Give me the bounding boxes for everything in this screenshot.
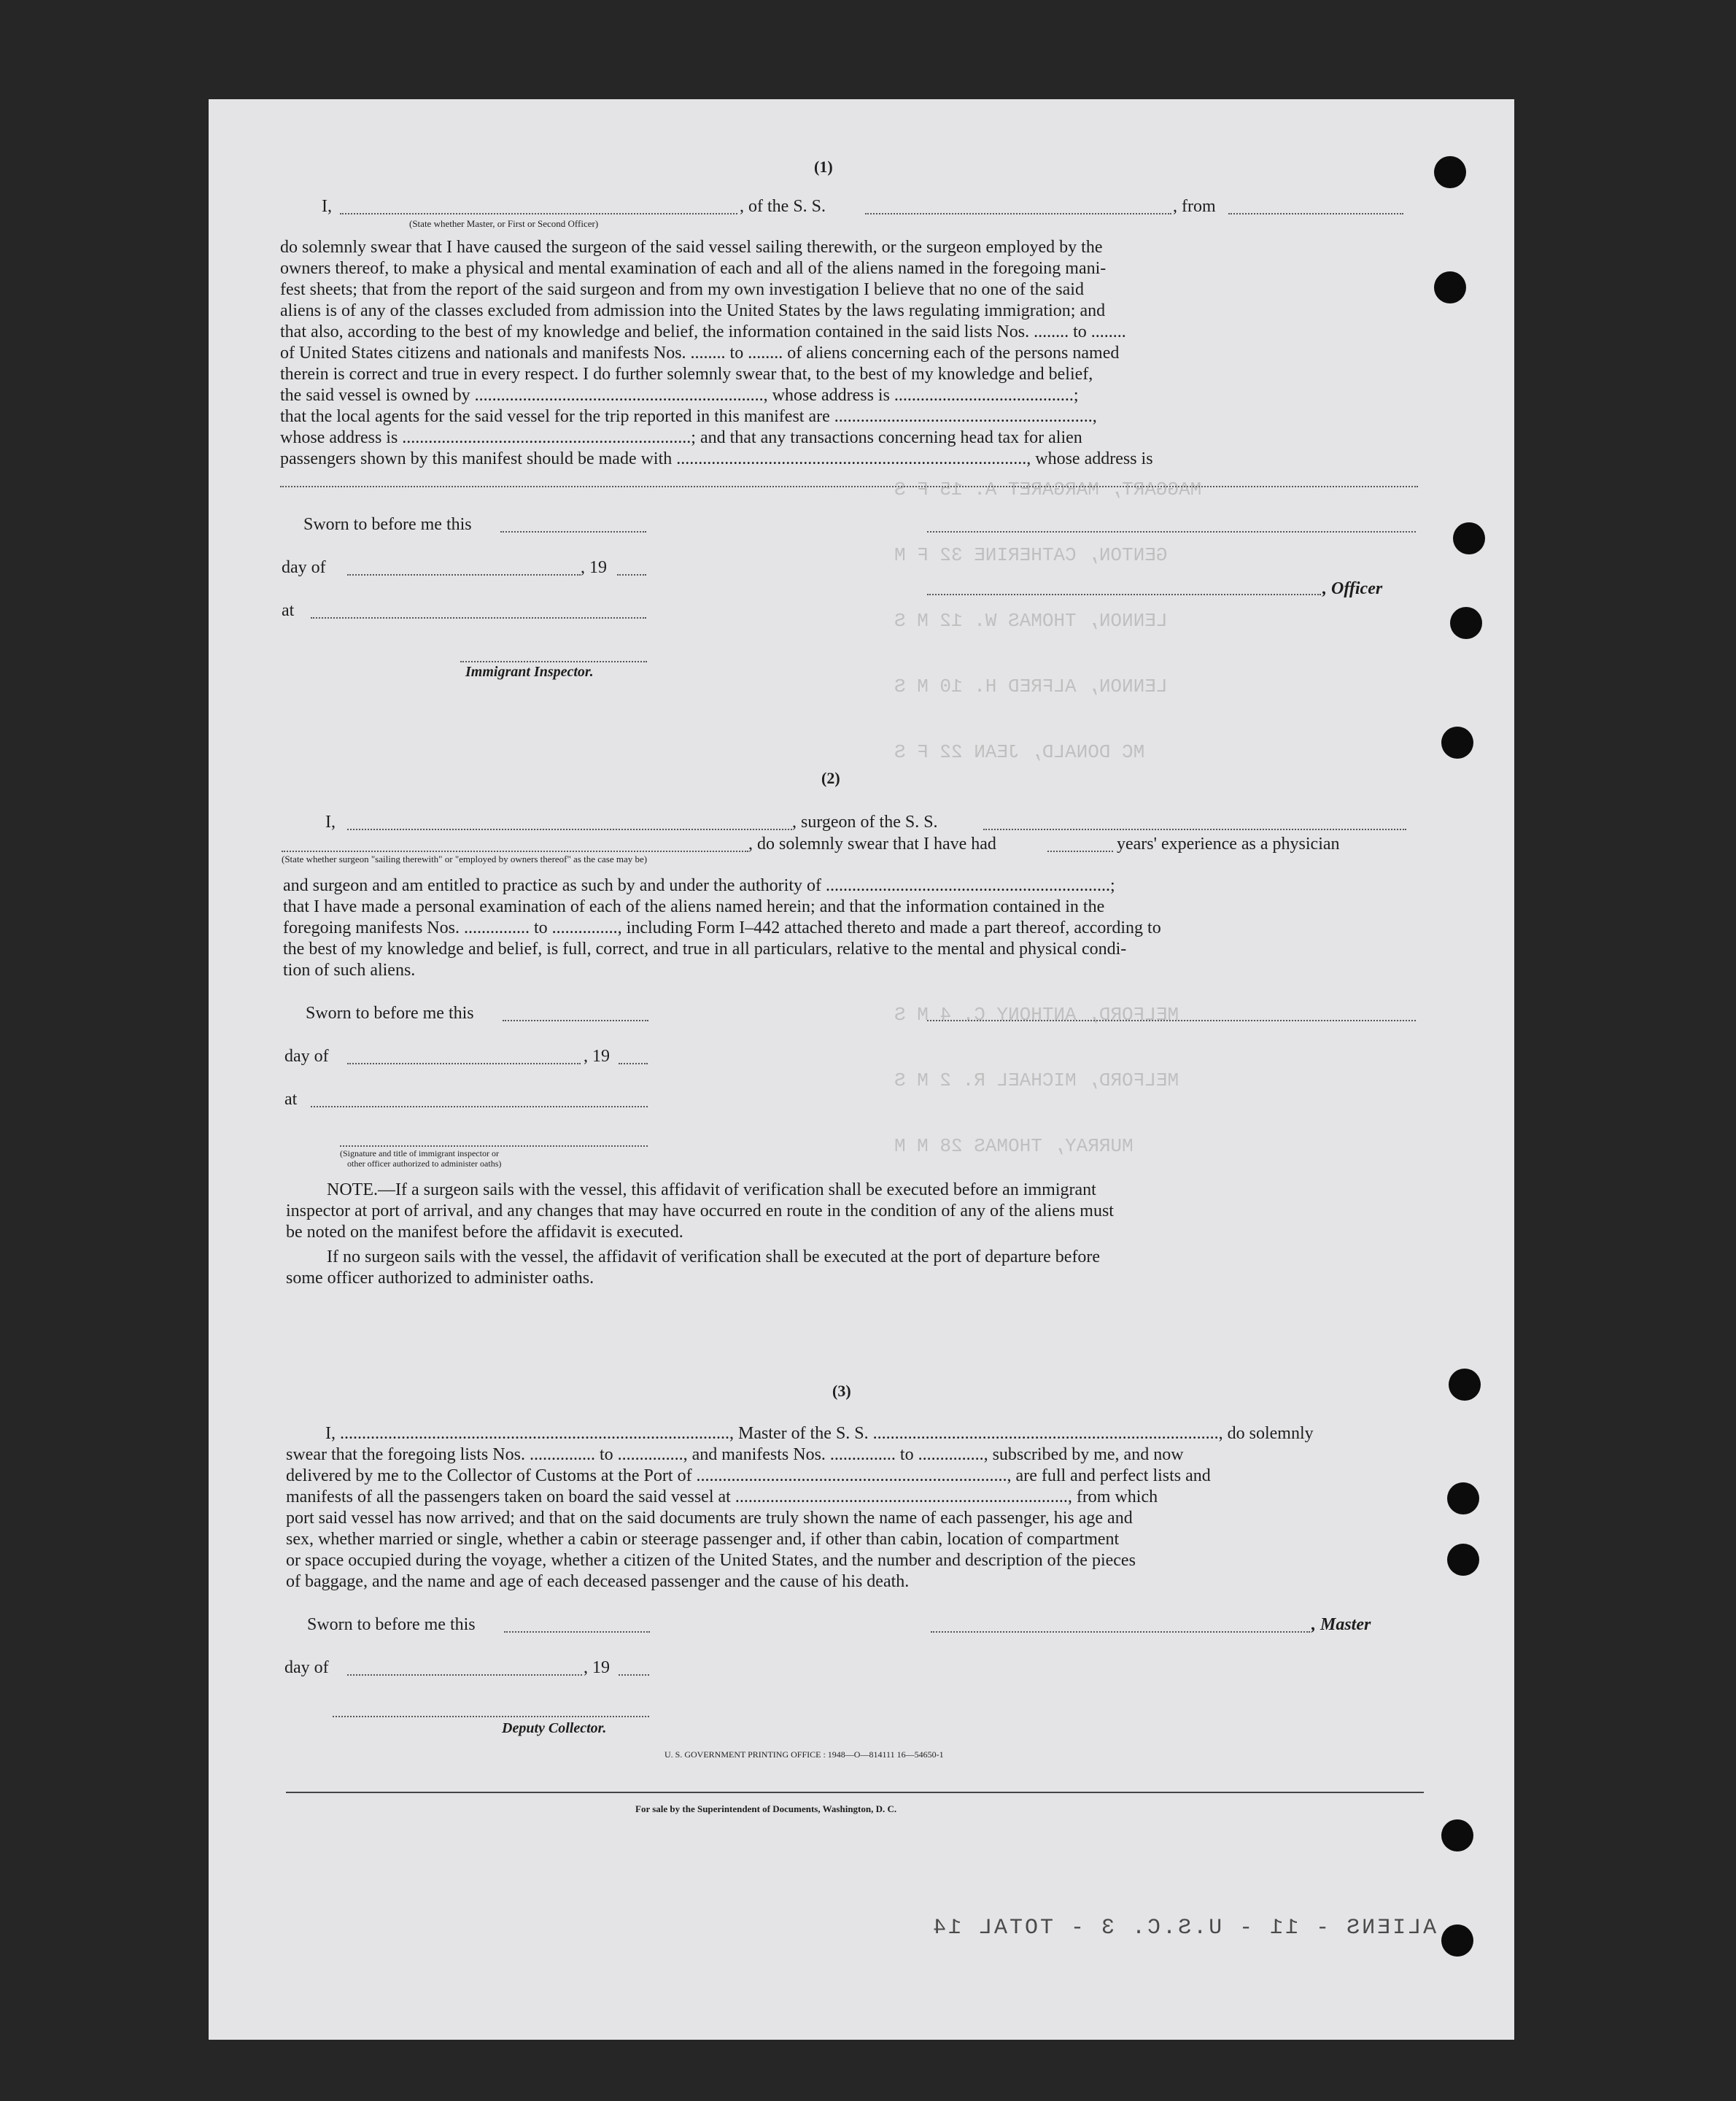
bleed-through-text: MAGGART, MARGARET A. 15 F S (894, 479, 1202, 500)
sworn-label: Sworn to before me this (306, 1004, 474, 1023)
section-3-line: I, ........................................................................................., Master of the S. S. ..............................................................................., do solemnly (325, 1424, 1314, 1443)
section-1-line: passengers shown by this manifest should be made with ................................................................................, whose address is (280, 449, 1153, 468)
section-2-line: and surgeon and am entitled to practice as such by and under the authority of .................................................................; (283, 876, 1115, 895)
section-2-line: tion of such aliens. (283, 961, 416, 980)
section-3-line: delivered by me to the Collector of Customs at the Port of ......................................................................., are full and perfect lists and (286, 1466, 1211, 1485)
year-field[interactable] (617, 574, 646, 576)
section-1-line: that the local agents for the said vessel for the trip reported in this manifest are ..........................................................., (280, 407, 1097, 426)
from-label: , from (1173, 197, 1216, 216)
at-field[interactable] (311, 617, 646, 619)
binder-hole-icon (1447, 1482, 1479, 1514)
section-1-line: do solemnly swear that I have caused the surgeon of the said vessel sailing therewith, or the surgeon employed by the (280, 238, 1103, 257)
section-3-line: or space occupied during the voyage, whether a citizen of the United States, and the number and description of the pieces (286, 1551, 1136, 1570)
surgeon-signature-line[interactable] (927, 1020, 1416, 1021)
binder-hole-icon (1441, 727, 1473, 759)
year-label: , 19 (581, 558, 607, 577)
surgeon-name-field[interactable] (347, 829, 792, 830)
bleed-through-text: MELFORD, MICHAEL R. 2 M S (894, 1069, 1179, 1091)
from-port-field[interactable] (1228, 213, 1403, 214)
form-page (209, 99, 1514, 2040)
section-2-line: foregoing manifests Nos. ............... to ..............., including Form I–442 attached thereto and made a part thereof, according to (283, 918, 1161, 937)
note-line: NOTE.—If a surgeon sails with the vessel, this affidavit of verification shall be executed before an immigrant (327, 1180, 1096, 1199)
bleed-through-text: GENTON, CATHERINE 32 F M (894, 544, 1168, 566)
section-3-line: manifests of all the passengers taken on board the said vessel at ............................................................................, from which (286, 1487, 1158, 1506)
section-1-i-label: I, (322, 197, 332, 216)
year-label: , 19 (584, 1658, 610, 1677)
officer-signature-line[interactable] (927, 531, 1416, 533)
day-of-label: day of (284, 1047, 329, 1066)
section-3-number: (3) (832, 1382, 851, 1400)
officer-signature-line[interactable] (340, 1145, 648, 1147)
day-field[interactable] (347, 1674, 582, 1676)
mirrored-stamp-total: ALIENS - 11 - U.S.C. 3 - TOTAL 14 (931, 1916, 1437, 1941)
note-line: inspector at port of arrival, and any changes that may have occurred en route in the condition of any of the aliens must (286, 1202, 1114, 1220)
at-label: at (284, 1090, 298, 1109)
section-1-line: the said vessel is owned by .................................................................., whose address is .........................................; (280, 386, 1079, 405)
section-1-line: whose address is ..................................................................; and that any transactions concerning head tax for alien (280, 428, 1082, 447)
section-1-line: aliens is of any of the classes excluded from admission into the United States by the laws regulating immigration; and (280, 301, 1106, 320)
bleed-through-text: MC DONALD, JEAN 22 F S (894, 741, 1145, 763)
section-3-line: port said vessel has now arrived; and that on the said documents are truly shown the name of each passenger, his age and (286, 1509, 1133, 1528)
note-line: be noted on the manifest before the affidavit is executed. (286, 1223, 683, 1242)
footer-divider (286, 1792, 1424, 1793)
surgeon-type-note: (State whether surgeon "sailing therewith" or "employed by owners thereof" as the case may be) (282, 854, 648, 864)
do-swear-label: , do solemnly swear that I have had (748, 835, 996, 854)
section-1-line: therein is correct and true in every respect. I do further solemnly swear that, to the best of my knowledge and belief, (280, 365, 1093, 384)
section-2-i-label: I, (325, 813, 336, 832)
bleed-through-text: MURRAY, THOMAS 28 M M (894, 1135, 1134, 1157)
binder-hole-icon (1434, 156, 1466, 188)
bleed-through-text: MELFORD, ANTHONY C. 4 M S (894, 1004, 1179, 1026)
bleed-through-text: LENNON, ALFRED H. 10 M S (894, 676, 1168, 697)
years-field[interactable] (1047, 851, 1113, 852)
section-3-line: swear that the foregoing lists Nos. ............... to ..............., and manifests Nos. ............... to ..............., subscribed by me, and now (286, 1445, 1184, 1464)
master-title: , Master (1311, 1615, 1371, 1634)
sworn-date-field[interactable] (503, 1020, 648, 1021)
sworn-date-field[interactable] (504, 1631, 650, 1633)
surgeon-of-label: , surgeon of the S. S. (792, 813, 938, 832)
sworn-label: Sworn to before me this (307, 1615, 476, 1634)
section-3-line: of baggage, and the name and age of each deceased passenger and the cause of his death. (286, 1572, 910, 1591)
at-label: at (282, 601, 295, 620)
section-1-line: that also, according to the best of my knowledge and belief, the information contained in the said lists Nos. ........ to ........ (280, 322, 1126, 341)
year-field[interactable] (619, 1674, 649, 1676)
day-of-label: day of (282, 558, 326, 577)
section-2-line: the best of my knowledge and belief, is full, correct, and true in all particulars, relative to the mental and physical condi- (283, 940, 1127, 959)
section-2-number: (2) (821, 769, 840, 787)
day-of-label: day of (284, 1658, 329, 1677)
section-2-line: that I have made a personal examination of each of the aliens named herein; and that the information contained in the (283, 897, 1105, 916)
vessel-name-field[interactable] (865, 213, 1171, 214)
day-field[interactable] (347, 574, 581, 576)
sworn-date-field[interactable] (500, 531, 646, 533)
master-signature-field[interactable] (931, 1631, 1310, 1633)
officer-title: , Officer (1322, 579, 1383, 598)
year-label: , 19 (584, 1047, 610, 1066)
bleed-through-text: LENNON, THOMAS W. 12 M S (894, 610, 1168, 632)
section-1-line: owners thereof, to make a physical and mental examination of each and all of the aliens named in the foregoing mani- (280, 259, 1107, 278)
section-1-line: fest sheets; that from the report of the said surgeon and from my own investigation I believe that no one of the said (280, 280, 1084, 299)
signature-note: other officer authorized to administer oaths) (347, 1158, 502, 1169)
day-field[interactable] (347, 1063, 581, 1064)
section-1-number: (1) (814, 158, 833, 176)
binder-hole-icon (1441, 1819, 1473, 1852)
address-field[interactable] (280, 486, 1418, 487)
surgeon-status-field[interactable] (282, 851, 748, 852)
years-experience-label: years' experience as a physician (1117, 835, 1340, 854)
surgeon-vessel-field[interactable] (983, 829, 1406, 830)
inspector-title: Immigrant Inspector. (465, 664, 594, 680)
note-line: some officer authorized to administer oaths. (286, 1269, 594, 1288)
printing-office-imprint: U. S. GOVERNMENT PRINTING OFFICE : 1948—O—814111 16—54650-1 (664, 1749, 944, 1760)
officer-signature-field[interactable] (927, 594, 1321, 595)
officer-name-field[interactable] (340, 213, 737, 214)
section-3-line: sex, whether married or single, whether a cabin or steerage passenger and, if other than cabin, location of compartment (286, 1530, 1120, 1549)
binder-hole-icon (1449, 1369, 1481, 1401)
sale-notice: For sale by the Superintendent of Documents, Washington, D. C. (635, 1803, 897, 1814)
note-line: If no surgeon sails with the vessel, the affidavit of verification shall be executed at the port of departure before (327, 1247, 1101, 1266)
of-ss-label: , of the S. S. (740, 197, 826, 216)
binder-hole-icon (1450, 607, 1482, 639)
deputy-title: Deputy Collector. (502, 1720, 607, 1736)
year-field[interactable] (619, 1063, 648, 1064)
binder-hole-icon (1434, 271, 1466, 303)
at-field[interactable] (311, 1106, 648, 1107)
section-1-line: of United States citizens and nationals and manifests Nos. ........ to ........ of aliens concerning each of the persons named (280, 344, 1120, 363)
binder-hole-icon (1453, 522, 1485, 554)
binder-hole-icon (1441, 1924, 1473, 1957)
officer-rank-note: (State whether Master, or First or Second Officer) (409, 218, 599, 229)
sworn-label: Sworn to before me this (303, 515, 472, 534)
binder-hole-icon (1447, 1544, 1479, 1576)
signature-note: (Signature and title of immigrant inspector or (340, 1148, 499, 1158)
